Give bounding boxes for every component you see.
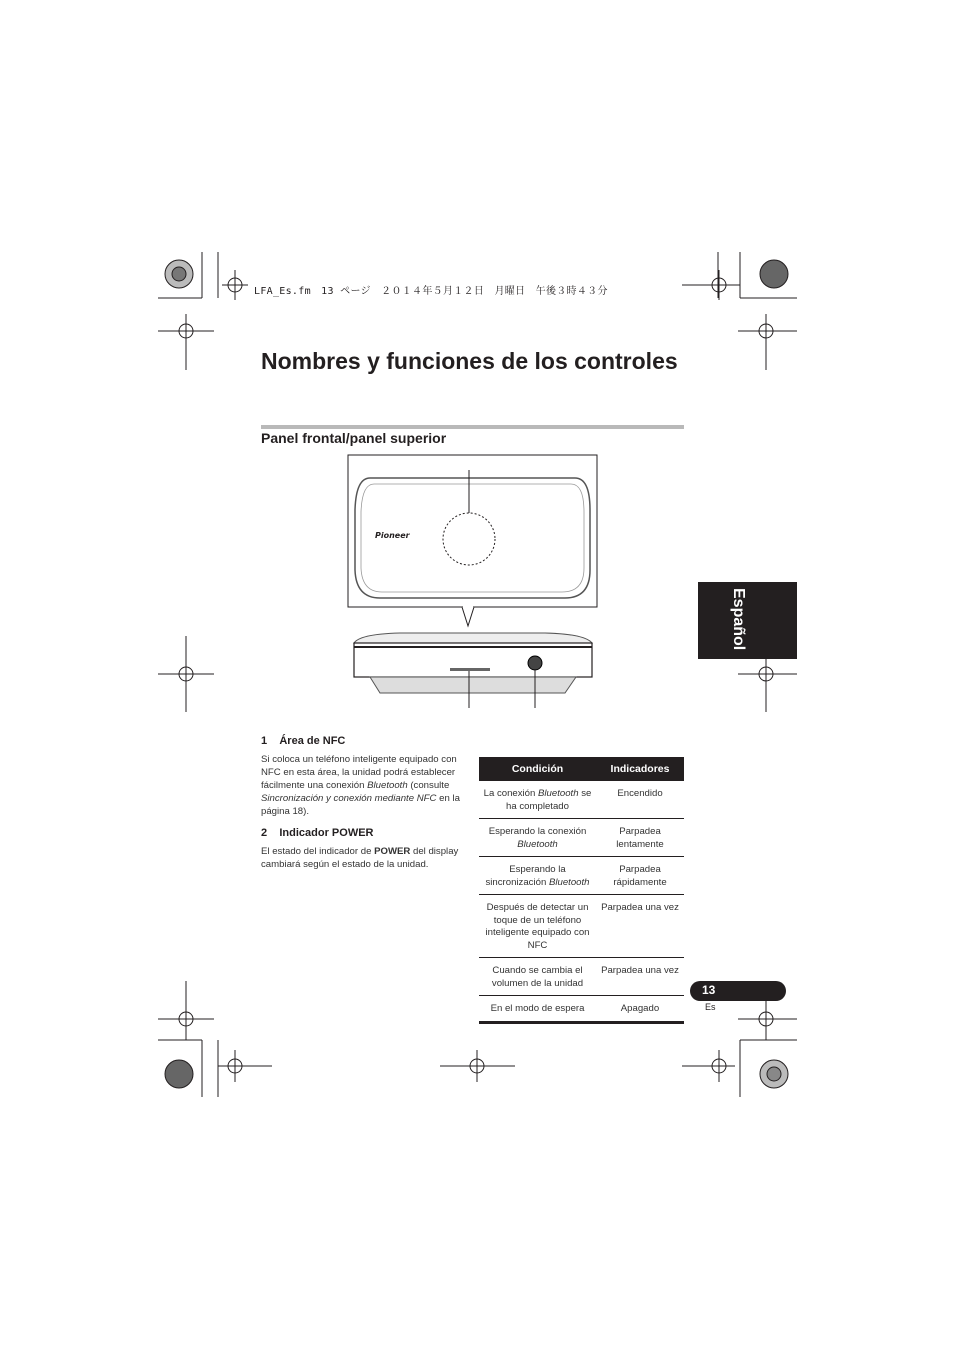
file-header: LFA_Es.fm 13 ページ ２０１４年５月１２日 月曜日 午後３時４３分 <box>254 286 608 297</box>
device-diagram <box>340 450 605 710</box>
led-dot-icon <box>528 656 542 670</box>
item-heading: 2 Indicador POWER <box>261 827 374 839</box>
item-body: Si coloca un teléfono inteligente equipado con NFC en esta área, la unidad podrá establecer fácilmente una conexión Bluetooth (consulte Sincronización y conexión mediante NFC en la página 18). <box>261 754 460 817</box>
table-row: Esperando la conexión Bluetooth Parpadea lentamente <box>479 819 684 857</box>
pioneer-logo: Pioneer <box>375 531 410 540</box>
table-header: Condición <box>479 757 596 781</box>
item-heading: 1 Área de NFC <box>261 735 346 747</box>
front-panel <box>354 643 592 677</box>
table-row: Cuando se cambia el volumen de la unidad Parpadea una vez <box>479 958 684 996</box>
page-language: Es <box>705 1002 716 1012</box>
item-2 <box>261 827 466 871</box>
power-indicator-icon <box>450 668 490 671</box>
table-row: Después de detectar un toque de un teléfono inteligente equipado con NFC Parpadea una vez <box>479 895 684 958</box>
section-divider <box>261 425 684 429</box>
table-row: La conexión Bluetooth se ha completado Encendido <box>479 781 684 819</box>
indicator-table <box>479 757 684 1024</box>
table-row: Esperando la sincronización Bluetooth Parpadea rápidamente <box>479 857 684 895</box>
page-number: 13 <box>702 983 716 997</box>
language-tab <box>698 582 797 659</box>
table-row: En el modo de espera Apagado <box>479 996 684 1023</box>
item-1 <box>261 735 466 818</box>
table-header: Indicadores <box>596 757 684 781</box>
language-label: Español <box>730 588 747 651</box>
page-title: Nombres y funciones de los controles <box>261 348 678 374</box>
item-body: El estado del indicador de POWER del display cambiará según el estado de la unidad. <box>261 846 459 870</box>
page-number-badge <box>690 981 786 1001</box>
section-heading: Panel frontal/panel superior <box>261 430 447 446</box>
